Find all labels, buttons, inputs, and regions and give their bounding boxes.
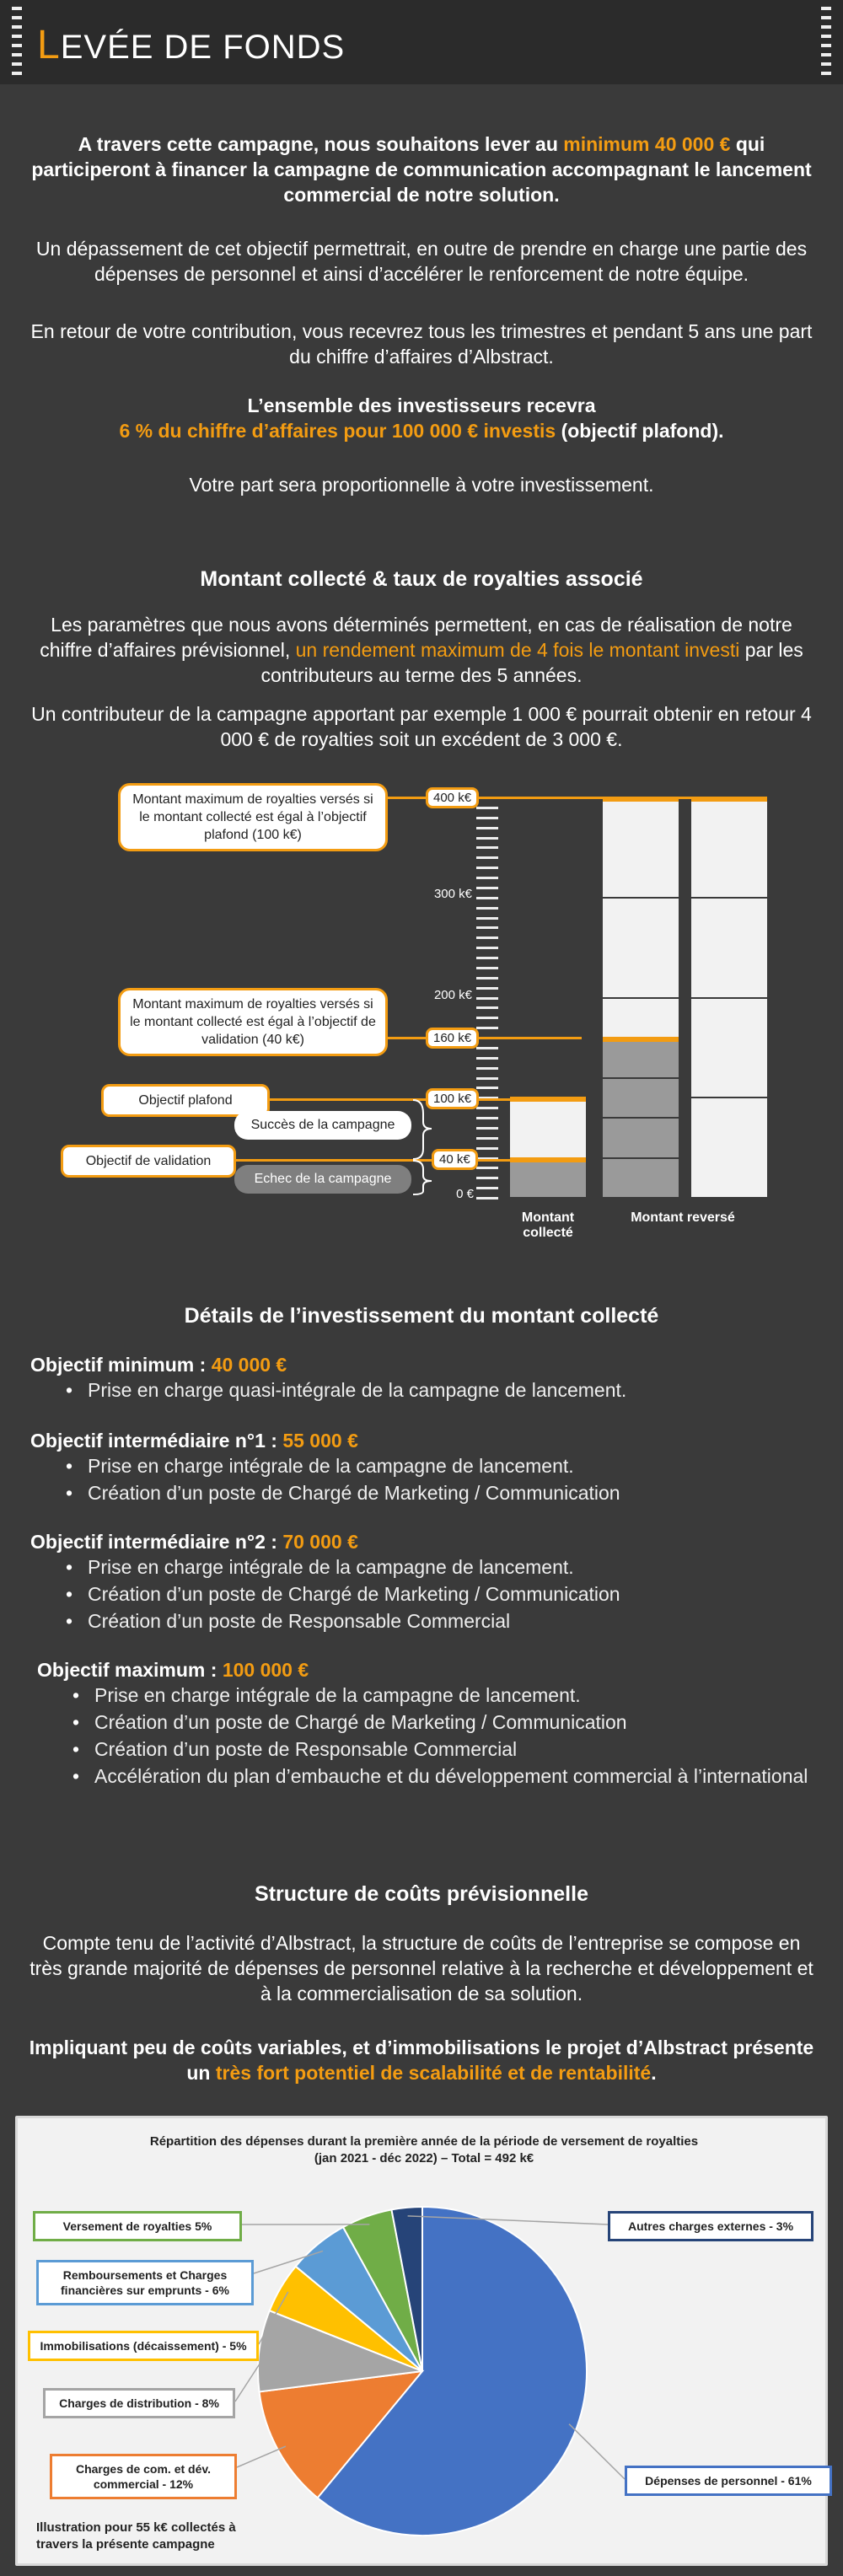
label-echec-campagne: Echec de la campagne [234, 1165, 411, 1194]
marker-line-100 [270, 1098, 527, 1101]
intro-paragraph-3: En retour de votre contribution, vous recevrez tous les trimestres et pendant 5 ans une part du chiffre d’affaires d’Albstract. [30, 320, 813, 368]
scale-tick [476, 1187, 498, 1189]
pie-title: Répartition des dépenses durant la première année de la période de versement de royalties (jan 2021 - déc 2022) – Total = 492 k€ [149, 2134, 699, 2165]
bar-segment-line [691, 997, 767, 999]
list-item: • Création d’un poste de Chargé de Marketing / Communication [30, 1479, 823, 1506]
scale-tick [476, 1006, 498, 1009]
bar-segment-line [603, 1077, 679, 1079]
y-tick-label-160: 160 k€ [426, 1028, 479, 1049]
list-item: • Prise en charge intégrale de la campagne de lancement. [30, 1452, 823, 1479]
left-hatch-decoration [12, 7, 22, 78]
scale-tick [476, 1137, 498, 1140]
bar-cap [510, 1097, 586, 1102]
list-item: • Prise en charge intégrale de la campagne de lancement. [37, 1682, 811, 1709]
bar-segment-line [603, 997, 679, 999]
bar-segment-line [603, 897, 679, 899]
pie-label: Versement de royalties 5% [33, 2211, 242, 2241]
scale-tick [476, 807, 498, 809]
page-title: LEVÉE DE FONDS [37, 23, 346, 67]
y-tick-label-40: 40 k€ [432, 1149, 478, 1170]
scale-tick [476, 947, 498, 949]
scale-tick [476, 1017, 498, 1019]
scale-tick [476, 887, 498, 889]
bubble-max-royalties-plafond: Montant maximum de royalties versés si le montant collecté est égal à l’objectif plafond (100 k€) [118, 783, 388, 851]
bar-cap [510, 1157, 586, 1162]
bar-segment-line [603, 1117, 679, 1119]
page-header [0, 0, 843, 84]
x-label-montant-reverse: Montant reversé [631, 1210, 735, 1225]
pie-label: Immobilisations (décaissement) - 5% [28, 2331, 259, 2361]
bar-segment-line [691, 1097, 767, 1098]
scale-tick [476, 967, 498, 969]
x-label-montant-collecte: Montant collecté [521, 1210, 575, 1240]
scale-tick [476, 856, 498, 859]
pie-leader-line [237, 2446, 286, 2467]
details-title: Détails de l’investissement du montant collecté [184, 1304, 659, 1328]
list-item: • Création d’un poste de Chargé de Marketing / Communication [37, 1709, 811, 1736]
costs-title: Structure de coûts prévisionnelle [255, 1882, 588, 1906]
intro-paragraph-4: L’ensemble des investisseurs recevra 6 % du chiffre d’affaires pour 100 000 € investis (objectif plafond). [119, 394, 724, 442]
y-tick-label-0: 0 € [456, 1187, 474, 1201]
bubble-max-royalties-validation: Montant maximum de royalties versés si le montant collecté est égal à l’objectif de validation (40 k€) [118, 988, 388, 1056]
objective-intermediate-1-list [30, 1452, 823, 1506]
y-tick-label-300: 300 k€ [433, 887, 472, 901]
brace-icons [411, 1098, 437, 1195]
scale-tick [476, 987, 498, 990]
scale-tick [476, 926, 498, 929]
objective-minimum-list [30, 1377, 823, 1403]
intro-paragraph-2: Un dépassement de cet objectif permettrait, en outre de prendre en charge une partie des dépenses de personnel et ainsi d’accélérer le renforcement de notre équipe. [35, 238, 808, 285]
scale-tick [476, 907, 498, 910]
label-objectif-validation: Objectif de validation [61, 1145, 236, 1178]
objective-maximum-list [37, 1682, 811, 1790]
pie-label: Remboursements et Charges financières sur emprunts - 6% [36, 2260, 254, 2305]
y-tick-label-400: 400 k€ [426, 787, 479, 808]
scale-tick [476, 1127, 498, 1130]
scale-tick [476, 1147, 498, 1150]
intro-paragraph-5: Votre part sera proportionnelle à votre investissement. [189, 474, 654, 496]
scale-tick [476, 1047, 498, 1049]
objective-minimum: Objectif minimum : 40 000 € • Prise en charge quasi-intégrale de la campagne de lancement. [30, 1354, 823, 1403]
pie-note: Illustration pour 55 k€ collectés à travers la présente campagne [36, 2520, 236, 2552]
bar-segment-line [691, 897, 767, 899]
scale-tick [476, 997, 498, 1000]
bar-cap [691, 797, 767, 802]
list-item: • Accélération du plan d’embauche et du développement commercial à l’international [37, 1763, 811, 1790]
scale-tick [476, 1167, 498, 1169]
royalties-paragraph-2: Un contributeur de la campagne apportant par exemple 1 000 € pourrait obtenir en retour 4 000 € de royalties soit un excédent de 3 000 €. [31, 703, 812, 750]
scale-tick [476, 877, 498, 879]
scale-tick [476, 817, 498, 819]
objective-intermediate-1: Objectif intermédiaire n°1 : 55 000 € • Prise en charge intégrale de la campagne de lancement. • Création d’un poste de Chargé de Marketing / Communication [30, 1430, 823, 1506]
pie-label: Charges de distribution - 8% [43, 2388, 235, 2418]
scale-tick [476, 1057, 498, 1060]
objective-intermediate-2-list [30, 1554, 823, 1634]
scale-tick [476, 1107, 498, 1109]
scale-tick [476, 1077, 498, 1080]
list-item: • Création d’un poste de Responsable Commercial [30, 1607, 823, 1634]
objective-maximum: Objectif maximum : 100 000 € • Prise en charge intégrale de la campagne de lancement. • Création d’un poste de Chargé de Marketing / Communication • Création d’un poste de Responsable Commercial • Accélération du plan d’embauche et du développement commercial à l’international [37, 1659, 811, 1790]
costs-paragraph-2: Impliquant peu de coûts variables, et d’immobilisations le projet d’Albstract présente un très fort potentiel de scalabilité et de rentabilité. [29, 2037, 814, 2084]
scale-tick [476, 1197, 498, 1199]
royalties-title: Montant collecté & taux de royalties associé [200, 567, 643, 591]
scale-tick [476, 897, 498, 899]
scale-tick [476, 827, 498, 829]
scale-tick [476, 936, 498, 939]
y-tick-label-100: 100 k€ [426, 1088, 479, 1109]
scale-tick [476, 1177, 498, 1179]
scale-tick [476, 1027, 498, 1029]
scale-tick [476, 917, 498, 920]
scale-tick [476, 846, 498, 849]
scale-tick [476, 867, 498, 869]
bar-segment-line [603, 1157, 679, 1159]
royalties-paragraph-1: Les paramètres que nous avons déterminés permettent, en cas de réalisation de notre chiffre d’affaires prévisionnel, un rendement maximum de 4 fois le montant investi par les contributeurs au terme des 5 années. [40, 614, 803, 686]
scale-tick [476, 1067, 498, 1070]
label-succes-campagne: Succès de la campagne [234, 1111, 411, 1140]
cost-pie-chart [15, 2116, 828, 2566]
scale-tick [476, 837, 498, 840]
bar-collecte-min [510, 1157, 586, 1198]
scale-tick [476, 1117, 498, 1119]
scale-tick [476, 977, 498, 979]
royalties-bar-chart [0, 775, 843, 1256]
list-item: • Création d’un poste de Chargé de Marketing / Communication [30, 1580, 823, 1607]
pie-leader-line [569, 2424, 625, 2479]
costs-paragraph-1: Compte tenu de l’activité d’Albstract, la structure de coûts de l’entreprise se compose en très grande majorité de dépenses de personnel relative à la recherche et développement et à la commercialisation de sa solution. [30, 1932, 813, 2004]
scale-tick [476, 957, 498, 959]
y-tick-label-200: 200 k€ [433, 988, 472, 1002]
bar-cap [603, 797, 679, 802]
list-item: • Prise en charge quasi-intégrale de la campagne de lancement. [30, 1377, 823, 1403]
pie-label: Dépenses de personnel - 61% [625, 2466, 832, 2496]
pie-label: Autres charges externes - 3% [608, 2211, 813, 2241]
scale-tick [476, 1087, 498, 1089]
marker-line-160 [388, 1037, 582, 1039]
marker-line-40 [236, 1159, 527, 1162]
y-axis-scale [476, 801, 502, 1197]
label-objectif-plafond: Objectif plafond [101, 1084, 270, 1117]
right-hatch-decoration [821, 7, 831, 78]
list-item: • Création d’un poste de Responsable Commercial [37, 1736, 811, 1763]
objective-intermediate-2: Objectif intermédiaire n°2 : 70 000 € • Prise en charge intégrale de la campagne de lancement. • Création d’un poste de Chargé de Marketing / Communication • Création d’un poste de Responsable Commercial [30, 1531, 823, 1634]
pie-label: Charges de com. et dév. commercial - 12% [50, 2454, 237, 2499]
intro-paragraph-1: A travers cette campagne, nous souhaitons lever au minimum 40 000 € qui participeront à financer la campagne de communication accompagnant le lancement commercial de notre solution. [31, 133, 812, 206]
list-item: • Prise en charge intégrale de la campagne de lancement. [30, 1554, 823, 1580]
bar-cap [603, 1037, 679, 1042]
